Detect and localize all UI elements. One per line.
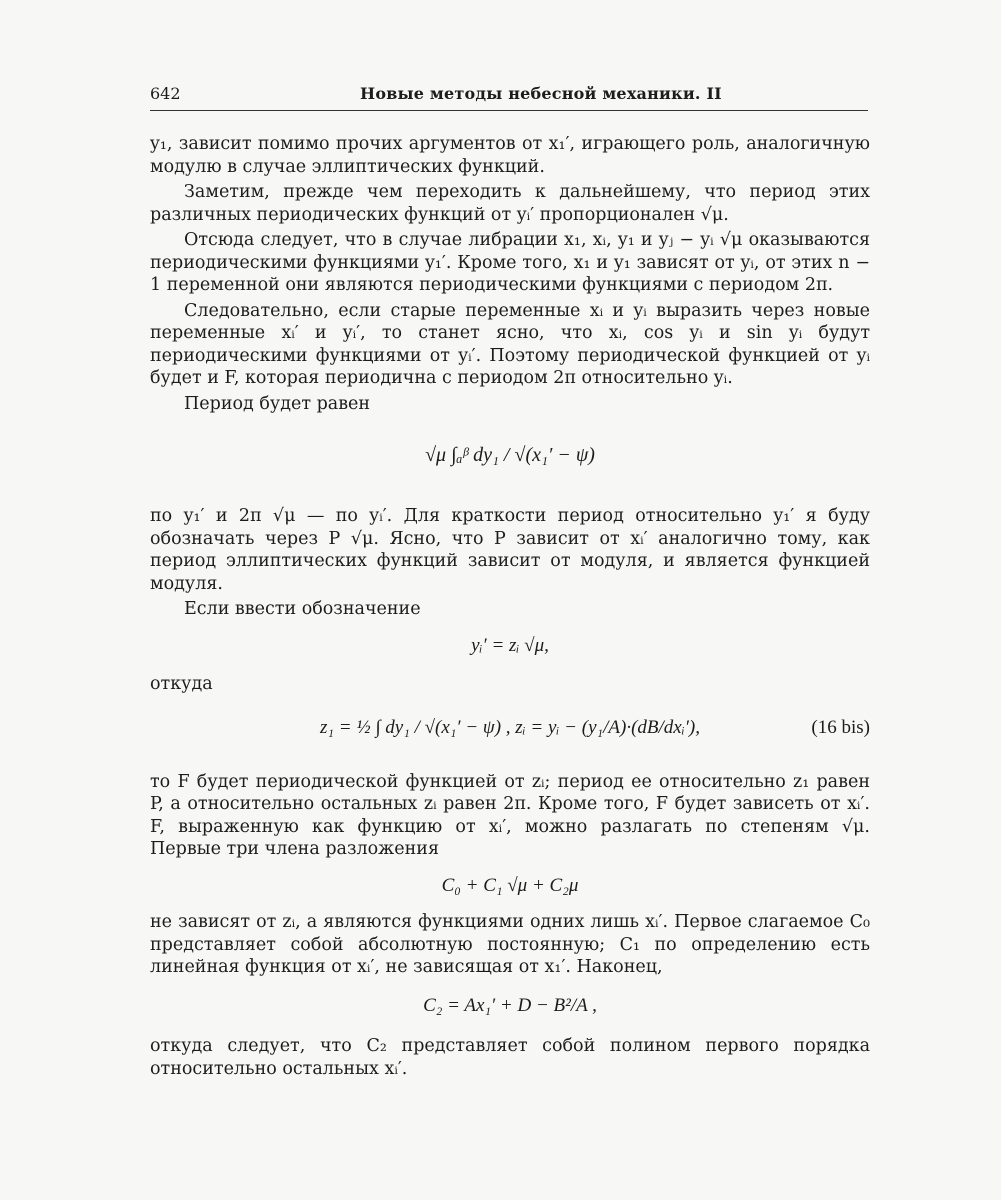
page-body	[150, 133, 870, 1083]
equation-16bis-body: z₁ = ½ ∫ dy₁ / √(x₁′ − ψ) , zᵢ = yᵢ − (y₁/A)·(dB/dxᵢ′),	[320, 716, 700, 738]
paragraph-10: не зависят от zᵢ, а являются функциями одних лишь xᵢ′. Первое слагаемое C₀ представляет собой абсолютную постоянную; C₁ по определению есть линейная функция от xᵢ′, не зависящая от x₁′. Наконец,	[150, 912, 870, 977]
substitution-formula: yᵢ′ = zᵢ √μ,	[471, 634, 549, 656]
expansion-formula: C₀ + C₁ √μ + C₂μ	[441, 874, 579, 896]
paragraph-1: y₁, зависит помимо прочих аргументов от x₁′, играющего роль, аналогичную модулю в случае эллиптических функций.	[150, 134, 870, 177]
paragraph-4: Следовательно, если старые переменные xᵢ и yᵢ выразить через новые переменные xᵢ′ и yᵢ′, то станет ясно, что xᵢ, cos yᵢ и sin yᵢ будут периодическими функциями от yᵢ′. Поэтому периодической функцией от yᵢ будет и F, которая периодична с периодом 2π относительно yᵢ.	[150, 300, 870, 388]
period-formula: √μ ∫ₐᵝ dy₁ / √(x₁′ − ψ)	[425, 444, 595, 466]
paragraph-2: Заметим, прежде чем переходить к дальнейшему, что период этих различных периодических функций от yᵢ′ пропорционален √μ.	[150, 182, 870, 225]
running-title: Новые методы небесной механики. II	[360, 84, 722, 103]
page-header	[150, 84, 868, 110]
paragraph-7: Если ввести обозначение	[184, 599, 421, 619]
equation-label: (16 bis)	[811, 716, 870, 738]
paragraph-11: откуда следует, что C₂ представляет собой полином первого порядка относительно остальных xᵢ′.	[150, 1036, 870, 1079]
paragraph-8: откуда	[150, 674, 213, 694]
equation-16bis	[150, 699, 870, 761]
paragraph-5: Период будет равен	[184, 393, 371, 414]
paragraph-9: то F будет периодической функцией от zᵢ; период ее относительно z₁ равен P, а относительно остальных zᵢ равен 2π. Кроме того, F будет зависеть от xᵢ′. F, выраженную как функцию от xᵢ′, можно разлагать по степеням √μ. Первые три члена разложения	[150, 771, 870, 859]
paragraph-3: Отсюда следует, что в случае либрации x₁, xᵢ, y₁ и yⱼ − yᵢ √μ оказываются периодическими функциями y₁′. Кроме того, x₁ и y₁ зависят от yᵢ, от этих n − 1 переменной они являются периодическими функциями с периодом 2π.	[150, 230, 870, 295]
page-number: 642	[150, 84, 181, 103]
c2-formula: C₂ = Ax₁′ + D − B²/A ,	[423, 994, 597, 1016]
paragraph-6: по y₁′ и 2π √μ — по yᵢ′. Для краткости период относительно y₁′ я буду обозначать через P √μ. Ясно, что P зависит от xᵢ′ аналогично тому, как период эллиптических функций зависит от модуля, и является функцией модуля.	[150, 506, 870, 594]
header-rule	[150, 110, 868, 111]
